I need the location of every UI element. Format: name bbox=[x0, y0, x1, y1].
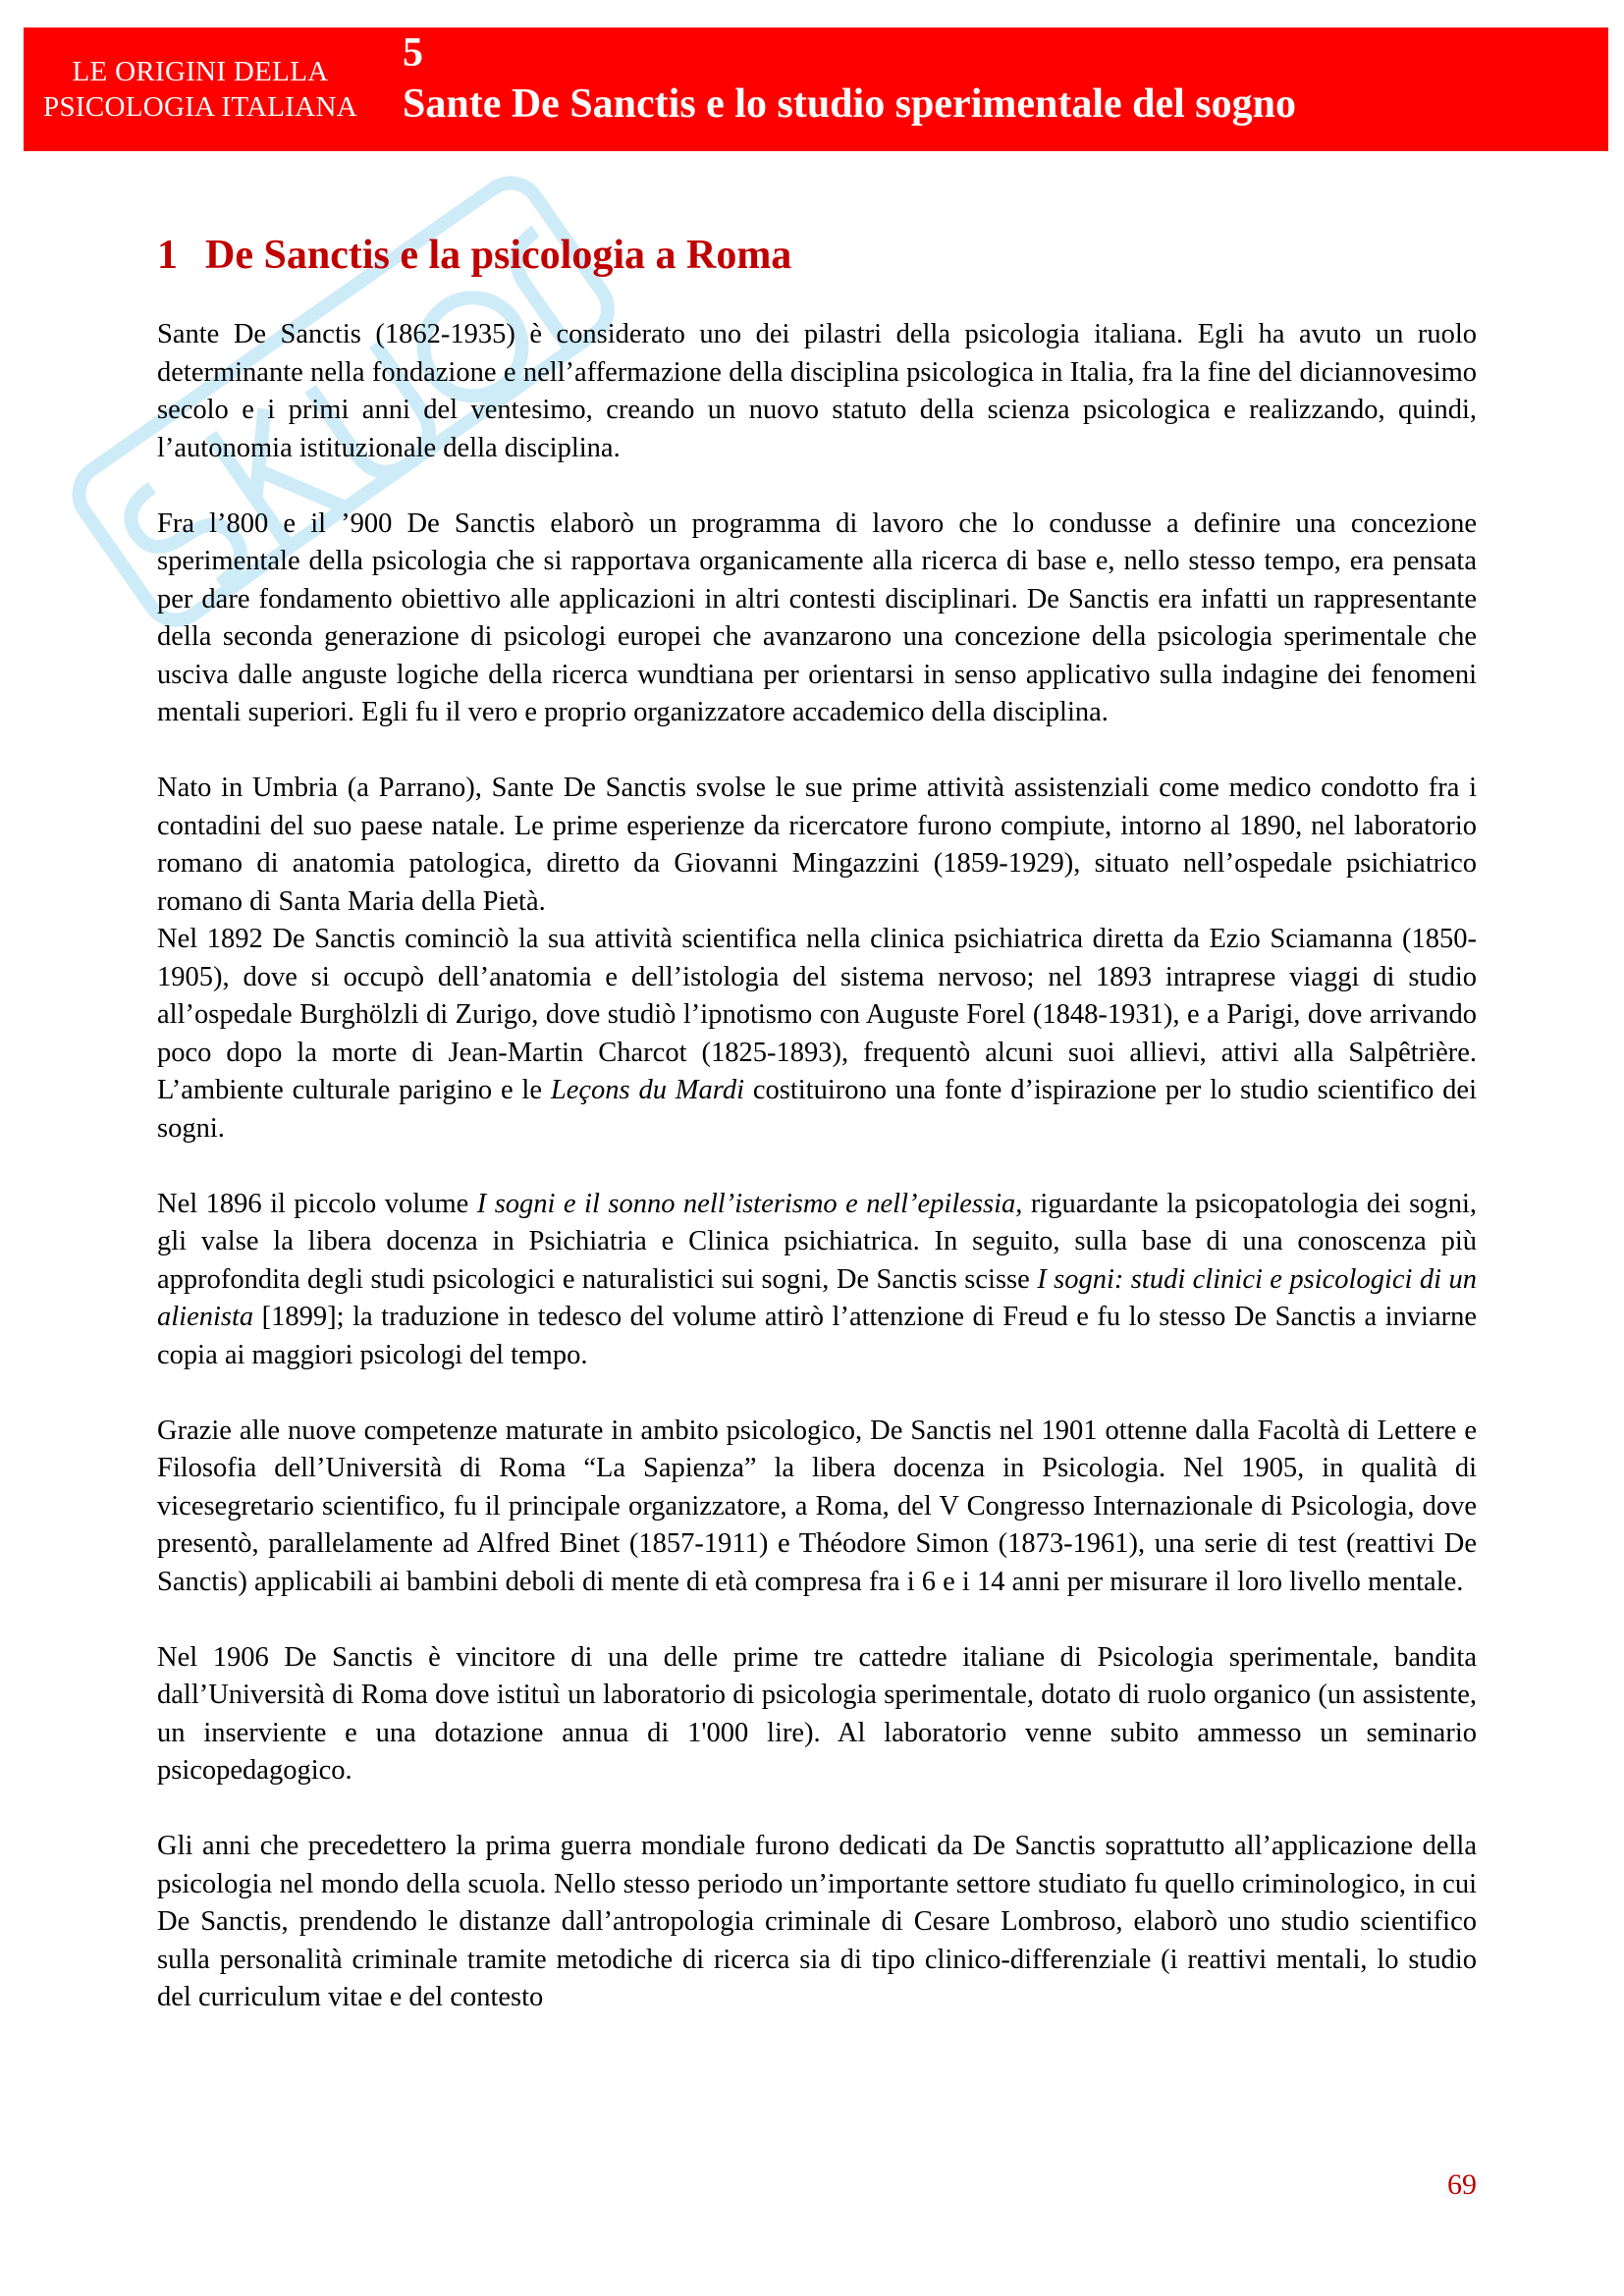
paragraph-text: costituirono una fonte d’ispirazione per lo studio scientifico dei sogni. bbox=[157, 1075, 1477, 1144]
paragraph: Nato in Umbria (a Parrano), Sante De Sanctis svolse le sue prime attività assistenziali come medico condotto fra i contadini del suo paese natale. Le prime esperienze da ricercatore furono compiute, intorno al 1890, nel laboratorio romano di anatomia patologica, diretto da Giovanni Mingazzini (1859-1929), situato nell’ospedale psichiatrico romano di Santa Maria della Pietà. bbox=[157, 773, 1477, 917]
series-title-line2: PSICOLOGIA ITALIANA bbox=[43, 91, 357, 123]
page-number: 69 bbox=[1447, 2168, 1477, 2201]
section-title: De Sanctis e la psicologia a Roma bbox=[205, 233, 792, 278]
series-title-line1: LE ORIGINI DELLA bbox=[72, 56, 329, 87]
paragraph-text: , riguardante la psicopatologia dei sogni, gli valse la libera docenza in Psichiatria e Clinica psichiatrica. In seguito, sulla base di una conoscenza più approfondita degli studi psicologici e naturalistici sui sogni, De Sanctis scisse bbox=[157, 1188, 1478, 1295]
paragraph: Gli anni che precedettero la prima guerra mondiale furono dedicati da De Sanctis soprattutto all’applicazione della psicologia nel mondo della scuola. Nello stesso periodo un’importante settore studiato fu quello criminologico, in cui De Sanctis, prendendo le distanze dall’antropologia criminale di Cesare Lombroso, elaborò uno studio scientifico sulla personalità criminale tramite metodiche di ricerca sia di tipo clinico-differenziale (i reattivi mentali, lo studio del curriculum vitae e del contesto bbox=[157, 1831, 1477, 2012]
paragraph-text: [1899]; la traduzione in tedesco del volume attirò l’attenzione di Freud e fu lo stesso De Sanctis a inviarne copia ai maggiori psicologi del tempo. bbox=[157, 1302, 1477, 1370]
paragraph: Grazie alle nuove competenze maturate in ambito psicologico, De Sanctis nel 1901 ottenne dalla Facoltà di Lettere e Filosofia dell’Università di Roma “La Sapienza” la libera docenza in Psicologia. Nel 1905, in qualità di vicesegretario scientifico, fu il principale organizzatore, a Roma, del V Congresso Internazionale di Psicologia, dove presentò, parallelamente ad Alfred Binet (1857-1911) e Théodore Simon (1873-1961), una serie di test (reattivi De Sanctis) applicabili ai bambini deboli di mente di età compresa fra i 6 e i 14 anni per misurare il loro livello mentale. bbox=[157, 1415, 1477, 1597]
chapter-title: Sante De Sanctis e lo studio sperimentale del sogno bbox=[403, 81, 1297, 127]
paragraph bbox=[157, 1186, 1477, 1375]
chapter-number: 5 bbox=[403, 30, 423, 76]
paragraph: Nel 1906 De Sanctis è vincitore di una delle prime tre cattedre italiane di Psicologia sperimentale, bandita dall’Università di Roma dove istituì un laboratorio di psicologia sperimentale, dotato di ruolo organico (un assistente, un inserviente e una dotazione annua di 1'000 lire). Al laboratorio venne subito ammesso un seminario psicopedagogico. bbox=[157, 1641, 1477, 1786]
paragraph-text: Nel 1892 De Sanctis cominciò la sua attività scientifica nella clinica psichiatrica diretta da Ezio Sciamanna (1850-1905), dove si occupò dell’anatomia e dell’istologia del sistema nervoso; nel 1893 intraprese viaggi di studio all’ospedale Burghölzli di Zurigo, dove studiò l’ipnotismo con Auguste Forel (1848-1931), e a Parigi, dove arrivando poco dopo la morte di Jean-Martin Charcot (1825-1893), frequentò alcuni suoi allievi, attivi alla Salpêtrière. L’ambiente culturale parigino e le bbox=[157, 924, 1477, 1105]
paragraph bbox=[157, 921, 1477, 1148]
paragraph: Sante De Sanctis (1862-1935) è considerato uno dei pilastri della psicologia italiana. Egli ha avuto un ruolo determinante nella fondazione e nell’affermazione della disciplina psicologica in Italia, fra la fine del diciannovesimo secolo e i primi anni del ventesimo, creando un nuovo statuto della scienza psicologica e realizzando, quindi, l’autonomia istituzionale della disciplina. bbox=[157, 319, 1477, 463]
section-number: 1 bbox=[157, 233, 178, 278]
section-heading bbox=[157, 228, 791, 283]
body-text bbox=[157, 316, 1477, 2017]
paragraph: Fra l’800 e il ’900 De Sanctis elaborò un programma di lavoro che lo condusse a definire una concezione sperimentale della psicologia che si rapportava organicamente alla ricerca di base e, nello stesso tempo, era pensata per dare fondamento obiettivo alle applicazioni in altri contesti disciplinari. De Sanctis era infatti un rappresentante della seconda generazione di psicologi europei che avanzarono una concezione della psicologia sperimentale che usciva dalle anguste logiche della ricerca wundtiana per orientarsi in senso applicativo sulla indagine dei fenomeni mentali superiori. Egli fu il vero e proprio organizzatore accademico della disciplina. bbox=[157, 507, 1477, 727]
paragraph-text: Nel 1896 il piccolo volume bbox=[157, 1188, 477, 1219]
book-title-italic: I sogni: studi clinici e psicologici di un alienista bbox=[157, 1263, 1477, 1332]
book-title-italic: Leçons du Mardi bbox=[550, 1075, 744, 1105]
book-title-italic: I sogni e il sonno nell’isterismo e nell’epilessia bbox=[476, 1188, 1016, 1219]
series-title bbox=[24, 27, 377, 151]
